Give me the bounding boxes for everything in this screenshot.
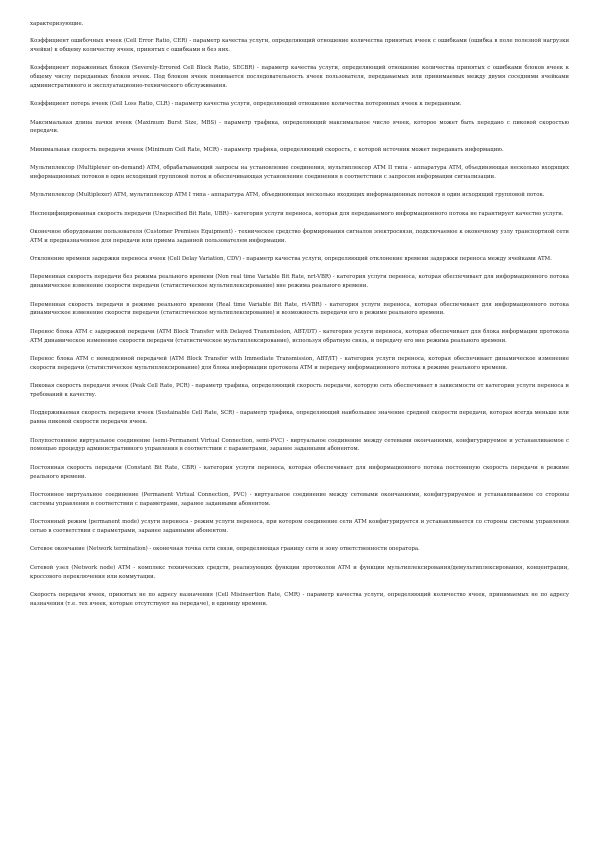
paragraph: Скорость передачи ячеек, принятых не по адресу назначения (Cell Misinsertion Rate, CMR) - параметр качества услуги, определяющий количество ячеек, принимаемых не по адресу назначения (т.е. тех ячеек, которые отсутствуют на передаче), в единицу времени. (30, 591, 569, 607)
paragraph: Коэффициент потерь ячеек (Cell Loss Ratio, CLR) - параметр качества услуги, определяющий отношение количества потерянных ячеек к переданным. (30, 101, 462, 108)
paragraph: характеризующие. (30, 21, 84, 27)
paragraph: Постоянная скорость передачи (Constant Bit Rate, CBR) - категория услуги переноса, которая обеспечивает для информационного потока постоянную скорость передачи в режиме реального времени. (30, 464, 569, 480)
paragraph: Пиковая скорость передачи ячеек (Peak Cell Rate, PCR) - параметр трафика, определяющий скорость передачи, которую сеть обеспечивает в зависимости от категории услуги переноса и требований к качеству. (30, 383, 569, 399)
paragraph: Сетевой узел (Network node) ATM - комплекс технических средств, реализующих функции протоколов ATM и функции мультиплексирования/демультиплексирования, концентрации, кроссового переключения или коммутации. (30, 564, 569, 580)
paragraph: Переменная скорость передачи в режиме реального времени (Real time Variable Bit Rate, rt-VBR) - категория услуги переноса, которая обеспечивает для информационного потока динамическое изменение скорости передачи (статистическое мультиплексирование) и возможность передачи его в режиме реального времени. (30, 301, 569, 317)
paragraph: Коэффициент пораженных блоков (Severely-Errored Cell Block Ratio, SECBR) - параметр качества услуги, определяющий отношение количества принятых с ошибками блоков ячеек к общему числу переданных блоков ячеек. Под блоком ячеек понимается последовательность ячеек пользователя, передаваемых или принимаемых между двумя соседними ячейками административного и эксплуатационно-технического обслуживания. (30, 65, 569, 89)
paragraph: Мультиплексор (Multiplexer) ATM, мультиплексор ATM I типа - аппаратура ATM, объединяющая несколько входящих информационных потоков в один исходящий групповой поток. (30, 192, 545, 199)
paragraph: Минимальная скорость передачи ячеек (Minimum Cell Rate, MCR) - параметр трафика, определяющий скорость, с которой источник может передавать информацию. (30, 146, 504, 153)
paragraph: Постоянное виртуальное соединение (Permanent Virtual Connection, PVC) - виртуальное соединение между сетевыми окончаниями, конфигурируемое и устанавливаемое со стороны системы управления в соответствии с параметрами, заранее заданными абонентом. (30, 491, 569, 507)
paragraph: Перенос блока ATM с задержкой передачи (ATM Block Transfer with Delayed Transmission, ABT/DT) - категория услуги переноса, которая обеспечивает для блока информации протокола ATM динамическое изменение скорости передачи (статистическое мультиплексирование), используя обратную связь, и передачу его вне режима реального времени. (30, 328, 569, 344)
paragraph: Перенос блока ATM с немедленной передачей (ATM Block Transfer with Immediate Transmission, ABT/IT) - категория услуги переноса, которая обеспечивает динамическое изменение скорости передачи (статистическое мультиплексирование) для блока информации протокола ATM и передачу информационного потока в режиме реального времени. (30, 355, 569, 371)
paragraph: Коэффициент ошибочных ячеек (Cell Error Ratio, CER) - параметр качества услуги, определяющий отношение количества принятых ячеек с ошибками (ошибка в поле полезной нагрузки ячейки) к общему количеству ячеек, принятых с ошибками и без них. (30, 37, 569, 53)
paragraph: Переменная скорость передачи без режима реального времени (Non real time Variable Bit Rate, nrt-VBR) - категория услуги переноса, которая обеспечивает для информационного потока динамическое изменение скорости передачи (статистическое мультиплексирование) вне режима реального времени. (30, 274, 569, 290)
paragraph: Постоянный режим (permanent mode) услуги переноса - режим услуги переноса, при котором соединение сети ATM конфигурируется и устанавливается со стороны системы управления сетью в соответствии с параметрами, заранее заданными абонентом. (30, 519, 569, 535)
paragraph: Поддерживаемая скорость передачи ячеек (Sustainable Cell Rate, SCR) - параметр трафика, определяющий наибольшее значение средней скорости передачи, которая всегда меньше или равна пиковой скорости передачи ячеек. (30, 410, 569, 426)
paragraph: Максимальная длина пачки ячеек (Maximum Burst Size, MBS) - параметр трафика, определяющий максимальное число ячеек, которое может быть передано с пиковой скоростью передачи. (30, 119, 569, 135)
paragraph: Сетевое окончание (Network termination) - оконечная точка сети связи, определяющая границу сети и зону ответственности оператора. (30, 546, 420, 553)
paragraph: Мультиплексор (Multiplexer on-demand) ATM, обрабатывающий запросы на установление соединения, мультиплексор ATM II типа - аппаратура ATM, объединяющая несколько входящих информационных потоков в один исходящий групповой поток и обеспечивающая установление соединения в соответствии с запросом информации сигнализации. (30, 165, 569, 180)
paragraph: Неспецифицированная скорость передачи (Unspecified Bit Rate, UBR) - категория услуги переноса, которая для передаваемого информационного потока не гарантирует качество услуги. (30, 210, 564, 217)
paragraph: Оконечное оборудование пользователя (Customer Premises Equipment) - техническое средство формирования сигналов электросвязи, подключаемое к оконечному узлу транспортной сети ATM и предназначенное для передачи или приема заданной пользователем информации. (30, 228, 569, 244)
paragraph: Полупостоянное виртуальное соединение (semi-Permanent Virtual Connection, semi-PVC) - виртуальное соединение между сетевыми окончаниями, конфигурируемое и устанавливаемое с помощью процедур административного управления в соответствии с параметрами, заранее заданными абонентом. (30, 437, 569, 453)
paragraph: Отклонение времени задержки переноса ячеек (Cell Delay Variation, CDV) - параметр качества услуги, определяющий отклонение времени задержки переноса между ячейками ATM. (30, 256, 552, 263)
